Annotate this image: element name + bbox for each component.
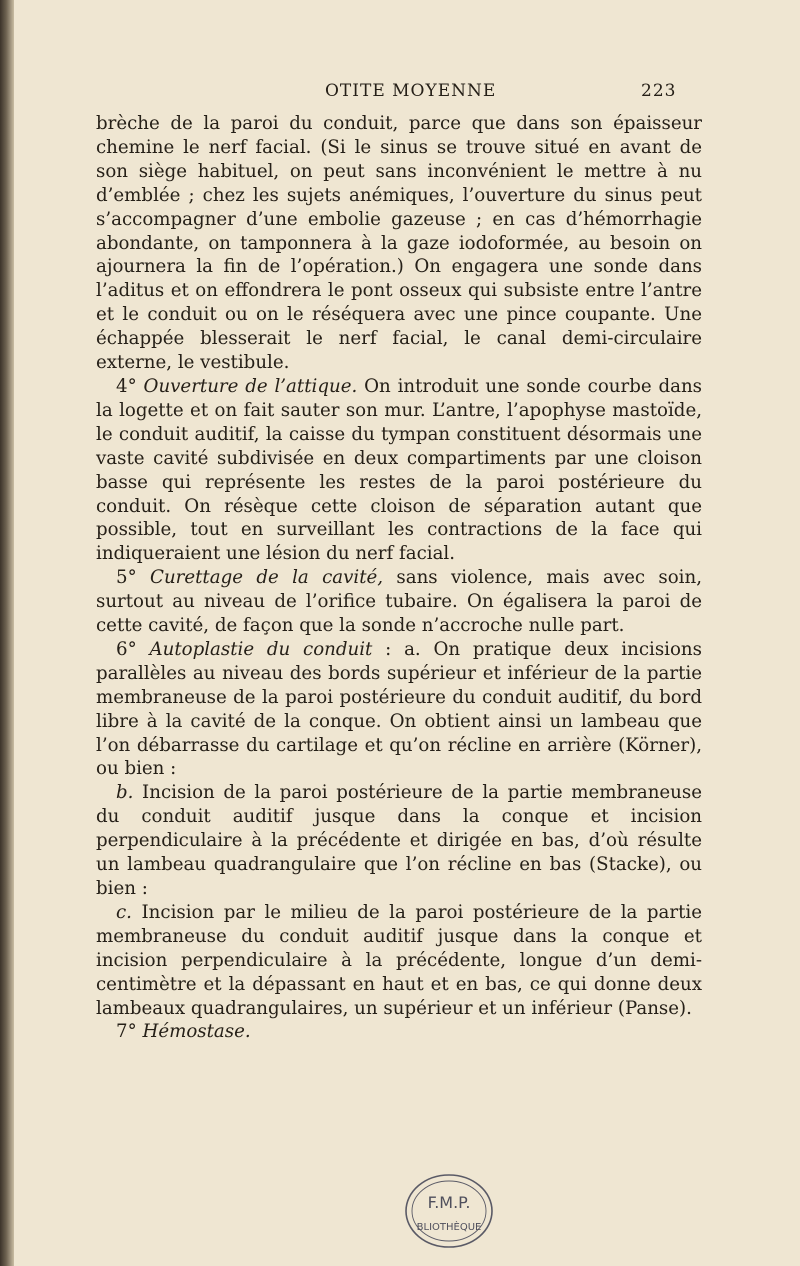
stamp-top-text: F.M.P.	[427, 1193, 471, 1212]
paragraph-text: Incision de la paroi postérieure de la partie membraneuse du conduit auditif jusque dans la conque et incision perpendiculaire à la précédente et dirigée en bas, d’où résulte un lambeau quadrangulaire que l’on récline en bas (Stacke), ou bien :	[96, 782, 702, 899]
step-number: 5°	[116, 567, 137, 589]
paragraph-text: sans violence, mais avec soin, surtout au niveau de l’orifice tubaire. On égalisera la paroi de cette cavité, de façon que la sonde n’accroche nulle part.	[96, 567, 702, 637]
book-spine	[0, 0, 14, 1266]
body-text	[96, 112, 702, 1044]
paragraph-curettage	[96, 566, 702, 638]
library-stamp	[402, 1170, 496, 1252]
step-heading: Autoplastie du conduit	[149, 638, 373, 660]
paragraph-incision-c	[96, 901, 702, 1021]
step-number: 6°	[116, 638, 137, 660]
step-number: 7°	[116, 1021, 137, 1043]
sub-step-letter: c.	[116, 901, 132, 923]
running-title: OTITE MOYENNE	[325, 81, 497, 101]
paragraph-ouverture-attique	[96, 375, 702, 566]
stamp-bottom-text: BLIOTHÈQUE	[416, 1222, 482, 1233]
paragraph-incision-b	[96, 781, 702, 901]
paragraph-text: On introduit une sonde courbe dans la logette et on fait sauter son mur. L’antre, l’apophyse mastoïde, le conduit auditif, la caisse du tympan constituent désormais une vaste cavité subdivisée en deux compartiments par une cloison basse qui représente les restes de la paroi postérieure du conduit. On résèque cette cloison de séparation autant que possible, tout en surveillant les contractions de la face qui indiqueraient une lésion du nerf facial.	[96, 375, 702, 565]
step-heading: Hémostase.	[142, 1021, 251, 1043]
book-page	[14, 0, 800, 1266]
paragraph-breche	[96, 112, 702, 375]
running-header	[14, 81, 800, 105]
step-heading: Curettage de la cavité,	[150, 567, 384, 589]
step-number: 4°	[116, 375, 137, 397]
paragraph-text: brèche de la paroi du conduit, parce que dans son épaisseur chemine le nerf facial. (Si le sinus se trouve situé en avant de son siège habituel, on peut sans inconvénient le mettre à nu d’emblée ; chez les sujets anémiques, l’ouverture du sinus peut s’accompagner d’une embolie gazeuse ; en cas d’hémorrhagie abondante, on tamponnera à la gaze iodoformée, au besoin on ajournera la fin de l’opération.) On engagera une sonde dans l’aditus et on effondrera le pont osseux qui subsiste entre l’antre et le conduit ou on le réséquera avec une pince coupante. Une échappée blesserait le nerf facial, le canal demi-circulaire externe, le vestibule.	[96, 113, 702, 374]
paragraph-hemostase	[96, 1020, 702, 1044]
sub-step-letter: b.	[116, 782, 134, 804]
page-number: 223	[641, 81, 677, 101]
paragraph-text: : a. On pratique deux incisions parallèles au niveau des bords supérieur et inférieur de la partie membraneuse de la paroi postérieure du conduit auditif, du bord libre à la cavité de la conque. On obtient ainsi un lambeau que l’on débarrasse du cartilage et qu’on récline en arrière (Körner), ou bien :	[96, 638, 702, 780]
paragraph-text: Incision par le milieu de la paroi postérieure de la partie membraneuse du conduit auditif jusque dans la conque et incision perpendiculaire à la précédente, longue d’un demi-centimètre et la dépassant en haut et en bas, ce qui donne deux lambeaux quadrangulaires, un supérieur et un inférieur (Panse).	[96, 901, 702, 1019]
step-heading: Ouverture de l’attique.	[143, 375, 358, 397]
paragraph-autoplastie	[96, 638, 702, 781]
